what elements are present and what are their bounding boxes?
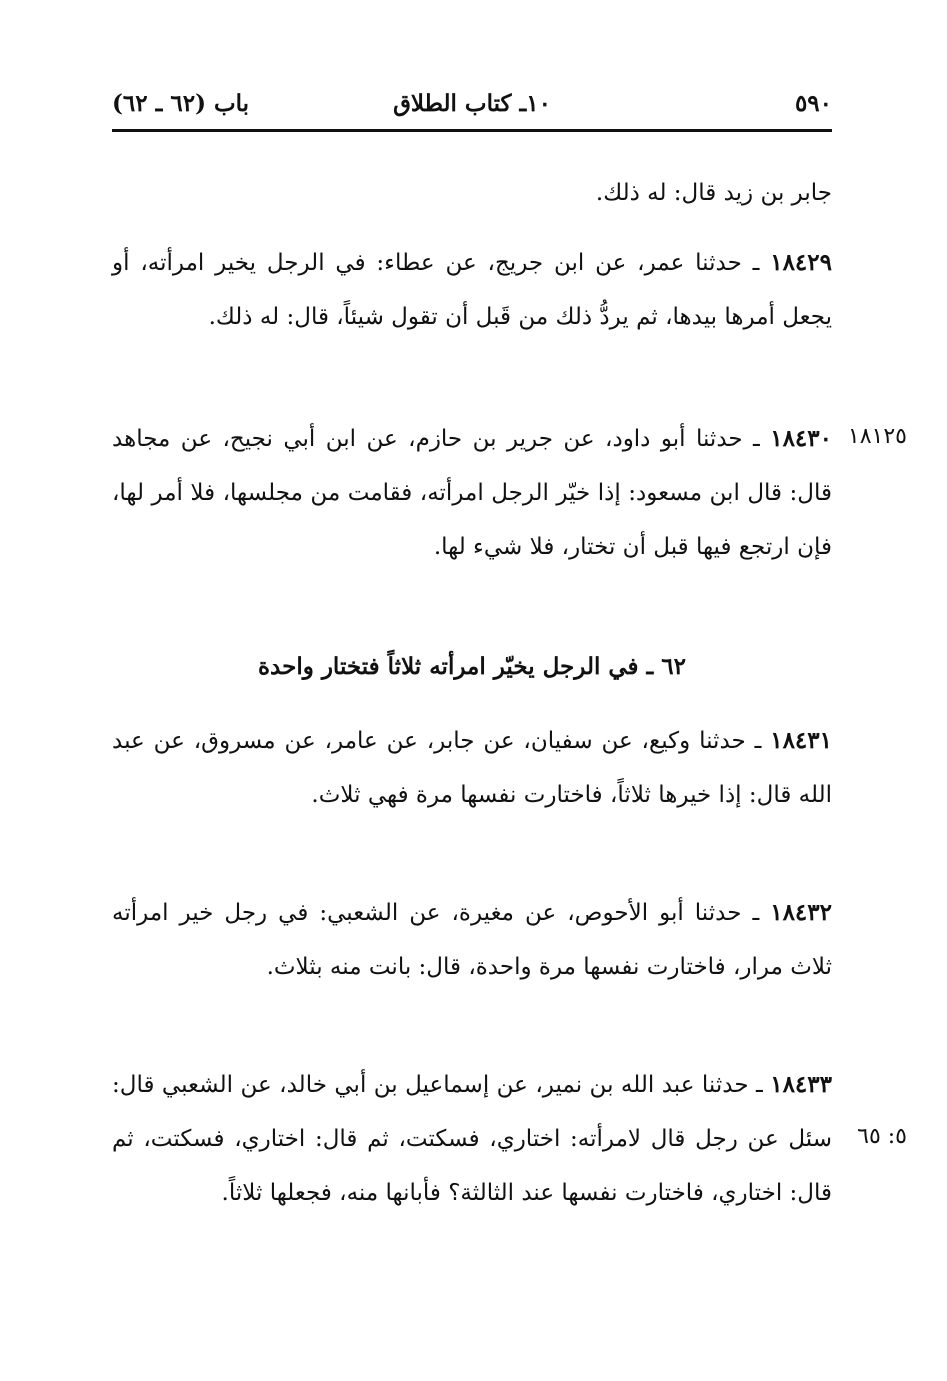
hadith-18433 (112, 1058, 832, 1220)
hadith-18430 (112, 412, 832, 574)
hadith-18429 (112, 236, 832, 344)
hadith-text: ـ حدثنا أبو داود، عن جرير بن حازم، عن ابن أبي نجيح، عن مجاهد قال: قال ابن مسعود: إذا خيّر الرجل امرأته، فقامت من مجلسها، فلا أمر لها، فإن ارتجع فيها قبل أن تختار، فلا شيء لها. (112, 426, 832, 560)
header-rule (112, 129, 832, 132)
hadith-number: ١٨٤٣٠ (770, 425, 832, 452)
hadith-number: ١٨٤٢٩ (770, 249, 832, 276)
running-header (112, 86, 832, 126)
margin-quran-reference: ٥: ٦٥ (857, 1124, 907, 1149)
continuation-paragraph (112, 166, 832, 220)
hadith-number: ١٨٤٣١ (770, 727, 832, 754)
section-heading: ٦٢ ـ في الرجل يخيّر امرأته ثلاثاً فتختار واحدة (257, 653, 687, 680)
hadith-18431 (112, 714, 832, 822)
paragraph-text: جابر بن زيد قال: له ذلك. (595, 180, 832, 206)
hadith-text: ـ حدثنا وكيع، عن سفيان، عن جابر، عن عامر، عن مسروق، عن عبد الله قال: إذا خيرها ثلاثاً، فاختارت نفسها مرة فهي ثلاث. (112, 728, 832, 808)
hadith-number: ١٨٤٣٢ (770, 899, 832, 926)
page-number: ٥٩٠ (794, 90, 832, 117)
margin-cross-reference: ١٨١٢٥ (847, 424, 907, 449)
book-title: ١٠ـ كتاب الطلاق (393, 90, 551, 117)
hadith-18432 (112, 886, 832, 994)
chapter-range: باب (٦٢ ـ ٦٢) (112, 90, 250, 117)
hadith-number: ١٨٤٣٣ (770, 1071, 832, 1098)
hadith-text: ـ حدثنا عبد الله بن نمير، عن إسماعيل بن أبي خالد، عن الشعبي قال: سئل عن رجل قال لامرأته: اختاري، فسكتت، ثم قال: اختاري، فسكتت، ثم قال: اختاري، فاختارت نفسها عند الثالثة؟ فأبانها منه، فجعلها ثلاثاً. (112, 1072, 832, 1206)
hadith-text: ـ حدثنا عمر، عن ابن جريج، عن عطاء: في الرجل يخير امرأته، أو يجعل أمرها بيدها، ثم يردُّ ذلك من قَبل أن تقول شيئاً، قال: له ذلك. (112, 250, 832, 330)
hadith-text: ـ حدثنا أبو الأحوص، عن مغيرة، عن الشعبي: في رجل خير امرأته ثلاث مرار، فاختارت نفسها مرة واحدة، قال: بانت منه بثلاث. (112, 900, 832, 980)
